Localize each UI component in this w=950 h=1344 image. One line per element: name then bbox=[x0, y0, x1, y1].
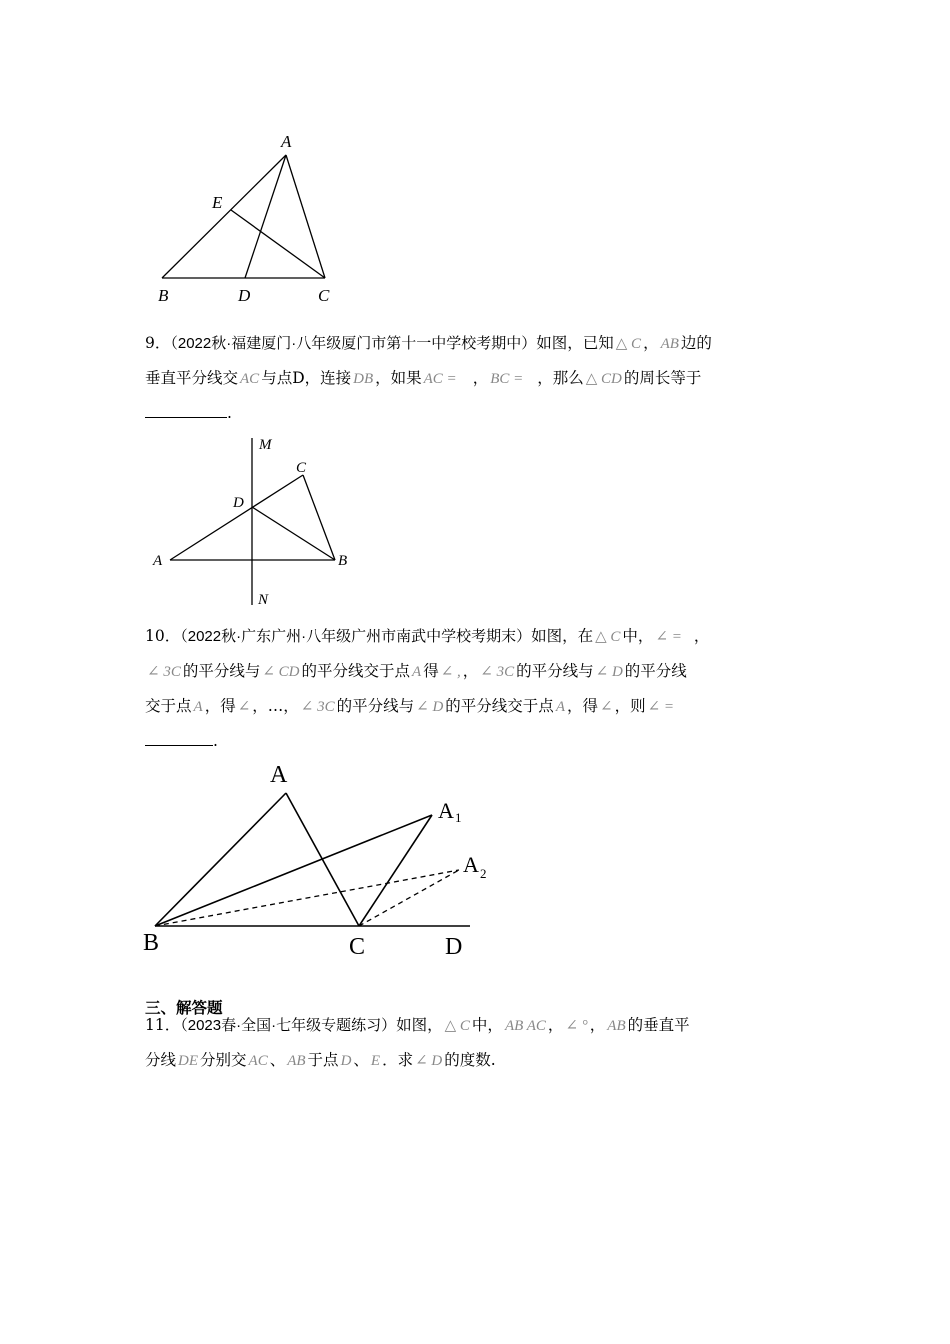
math: △ C bbox=[444, 1018, 470, 1034]
text: 的平分线与 bbox=[182, 662, 261, 680]
text: 的周长等于 bbox=[623, 369, 702, 387]
math: AC bbox=[240, 371, 260, 387]
text: 于点 bbox=[307, 1051, 339, 1069]
label-d: D bbox=[238, 286, 251, 305]
text: ， bbox=[589, 1016, 606, 1034]
segment-ca2 bbox=[359, 870, 459, 926]
segment-ba2 bbox=[155, 870, 459, 926]
label-a: A bbox=[281, 132, 292, 151]
math: ∠ D bbox=[416, 699, 444, 715]
segment-ca1 bbox=[359, 815, 432, 926]
math: ∠ , bbox=[440, 664, 461, 680]
section-heading: 三、解答题 bbox=[145, 998, 223, 1017]
text: 中， bbox=[622, 627, 654, 645]
label-n: N bbox=[258, 592, 269, 608]
text: 如图， bbox=[396, 1016, 443, 1034]
math: A bbox=[412, 664, 422, 680]
text: ，如果 bbox=[375, 369, 422, 387]
segment-db bbox=[252, 507, 335, 560]
math: AB AC bbox=[504, 1018, 546, 1034]
math: ∠ 3C bbox=[147, 664, 181, 680]
math: ∠ = bbox=[647, 699, 675, 715]
text: ， bbox=[472, 369, 489, 387]
text: 的平分线 bbox=[624, 662, 687, 680]
label-b: B bbox=[338, 553, 348, 569]
answer-blank bbox=[145, 399, 227, 418]
math: A bbox=[193, 699, 203, 715]
text: ， bbox=[643, 334, 659, 352]
label-a1: A bbox=[438, 798, 454, 823]
label-d: D bbox=[233, 495, 244, 511]
text: 垂直平分线交 bbox=[145, 369, 239, 387]
figure-triangle-abc bbox=[140, 125, 350, 310]
text: 如图，已知 bbox=[536, 334, 614, 352]
math: AB bbox=[287, 1053, 306, 1069]
question-number: 11． bbox=[145, 1016, 181, 1034]
label-b: B bbox=[143, 930, 160, 956]
text: ， bbox=[547, 1016, 564, 1034]
text: 边的 bbox=[680, 334, 712, 352]
question-source: （2023春·全国·七年级专题练习） bbox=[180, 1017, 397, 1034]
figure-angle-bisectors bbox=[140, 760, 500, 965]
text: 、 bbox=[269, 1051, 286, 1069]
text: . bbox=[227, 404, 232, 422]
segment-ba bbox=[162, 155, 286, 278]
label-a2: A bbox=[463, 852, 479, 877]
math: △ C bbox=[595, 629, 621, 645]
label-c: C bbox=[349, 934, 366, 960]
math: ∠ 3C bbox=[300, 699, 335, 715]
label-a2-subscript: 2 bbox=[480, 866, 487, 881]
text: 的平分线与 bbox=[516, 662, 594, 680]
label-a: A bbox=[153, 553, 163, 569]
math: D bbox=[340, 1053, 352, 1069]
label-b: B bbox=[158, 286, 169, 305]
text: ，得 bbox=[566, 697, 598, 715]
question-number: 10． bbox=[145, 627, 181, 645]
text: 分别交 bbox=[200, 1051, 247, 1069]
answer-blank bbox=[145, 727, 213, 746]
figure-perpendicular-bisector bbox=[145, 430, 360, 610]
text: ， bbox=[693, 627, 710, 645]
segment-cb bbox=[303, 475, 335, 560]
text: 交于点 bbox=[145, 697, 192, 715]
math: AB bbox=[660, 336, 679, 352]
math: AC bbox=[248, 1053, 268, 1069]
math: ∠ 3C bbox=[480, 664, 515, 680]
label-c: C bbox=[296, 460, 307, 476]
text: . bbox=[213, 732, 218, 750]
segment-ad bbox=[245, 155, 286, 278]
math: A bbox=[555, 699, 565, 715]
text: 的垂直平 bbox=[627, 1016, 690, 1034]
label-e: E bbox=[212, 193, 223, 212]
math: △ C bbox=[615, 336, 642, 352]
question-9 bbox=[145, 326, 810, 430]
text: 的平分线交于点 bbox=[301, 662, 411, 680]
math: ∠ bbox=[237, 699, 251, 715]
question-number: 9． bbox=[145, 334, 171, 352]
segment-ac bbox=[286, 155, 325, 278]
text: ，…， bbox=[252, 697, 299, 715]
math: ∠ D bbox=[595, 664, 623, 680]
math: E bbox=[370, 1053, 381, 1069]
text: 分线 bbox=[145, 1051, 177, 1069]
question-10 bbox=[145, 619, 810, 758]
text: ．求 bbox=[382, 1051, 414, 1069]
label-a: A bbox=[270, 762, 288, 788]
label-a1-subscript: 1 bbox=[455, 810, 462, 825]
question-source: （2022秋·福建厦门·八年级厦门市第十一中学校考期中） bbox=[170, 335, 537, 352]
text: 的平分线与 bbox=[336, 697, 415, 715]
text: 的平分线交于点 bbox=[445, 697, 554, 715]
text: 的度数. bbox=[444, 1051, 496, 1069]
math: ∠ D bbox=[415, 1053, 443, 1069]
text: 得 bbox=[423, 662, 439, 680]
math: ∠ = bbox=[655, 629, 682, 645]
segment-ac bbox=[170, 475, 303, 560]
question-11 bbox=[145, 1008, 810, 1078]
math: DE bbox=[178, 1053, 199, 1069]
label-d: D bbox=[445, 934, 463, 960]
math: DB bbox=[353, 371, 374, 387]
text: ，得 bbox=[204, 697, 236, 715]
question-source: （2022秋·广东广州·八年级广州市南武中学校考期末） bbox=[180, 628, 532, 645]
text: 与点D，连接 bbox=[261, 369, 352, 387]
math: ∠ bbox=[600, 699, 613, 715]
text: 中， bbox=[471, 1016, 503, 1034]
text: 、 bbox=[353, 1051, 369, 1069]
math: AB bbox=[607, 1018, 626, 1034]
math: BC = bbox=[490, 371, 524, 387]
text: ，则 bbox=[614, 697, 646, 715]
text: ，那么 bbox=[537, 369, 584, 387]
label-m: M bbox=[259, 437, 272, 453]
text: ， bbox=[462, 662, 479, 680]
text: 如图，在 bbox=[531, 627, 594, 645]
segment-ba1 bbox=[155, 815, 432, 926]
math: ∠ ° bbox=[565, 1018, 588, 1034]
math: △ CD bbox=[585, 371, 622, 387]
math: ∠ CD bbox=[262, 664, 300, 680]
segment-ba bbox=[155, 793, 286, 926]
label-c: C bbox=[318, 286, 330, 305]
segment-ec bbox=[231, 210, 325, 278]
math: AC = bbox=[423, 371, 457, 387]
